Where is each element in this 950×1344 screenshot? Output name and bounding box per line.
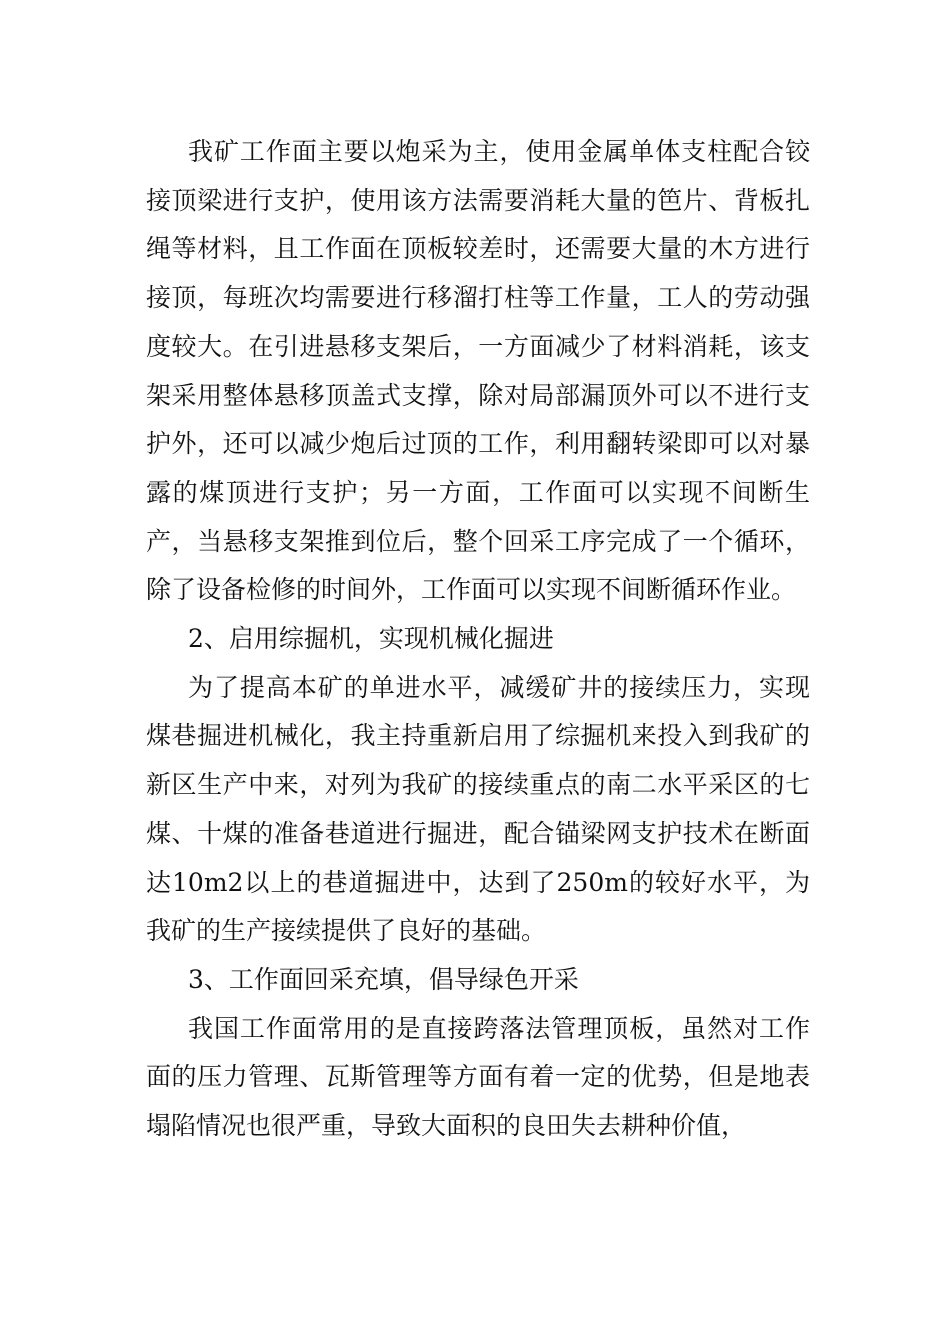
document-body — [146, 128, 810, 1151]
section-heading-backfill: 3、工作面回采充填，倡导绿色开采 — [188, 964, 579, 994]
section-heading-roadheader: 2、启用综掘机，实现机械化掘进 — [188, 624, 554, 654]
paragraph-backfill: 我国工作面常用的是直接跨落法管理顶板，虽然对工作面的压力管理、瓦斯管理等方面有着一定的优势，但是地表塌陷情况也很严重，导致大面积的良田失去耕种价值， — [146, 1013, 810, 1141]
paragraph-support-method: 我矿工作面主要以炮采为主，使用金属单体支柱配合铰接顶梁进行支护，使用该方法需要消耗大量的笆片、背板扎绳等材料，且工作面在顶板较差时，还需要大量的木方进行接顶，每班次均需要进行移溜打柱等工作量，工人的劳动强度较大。在引进悬移支架后，一方面减少了材料消耗，该支架采用整体悬移顶盖式支撑，除对局部漏顶外可以不进行支护外，还可以减少炮后过顶的工作，利用翻转梁即可以对暴露的煤顶进行支护；另一方面，工作面可以实现不间断生产，当悬移支架推到位后，整个回采工序完成了一个循环，除了设备检修的时间外，工作面可以实现不间断循环作业。 — [146, 137, 810, 605]
paragraph-roadheader: 为了提高本矿的单进水平，减缓矿井的接续压力，实现煤巷掘进机械化，我主持重新启用了综掘机来投入到我矿的新区生产中来，对列为我矿的接续重点的南二水平采区的七煤、十煤的准备巷道进行掘进，配合锚梁网支护技术在断面达10m2以上的巷道掘进中，达到了250m的较好水平，为我矿的生产接续提供了良好的基础。 — [146, 672, 810, 946]
